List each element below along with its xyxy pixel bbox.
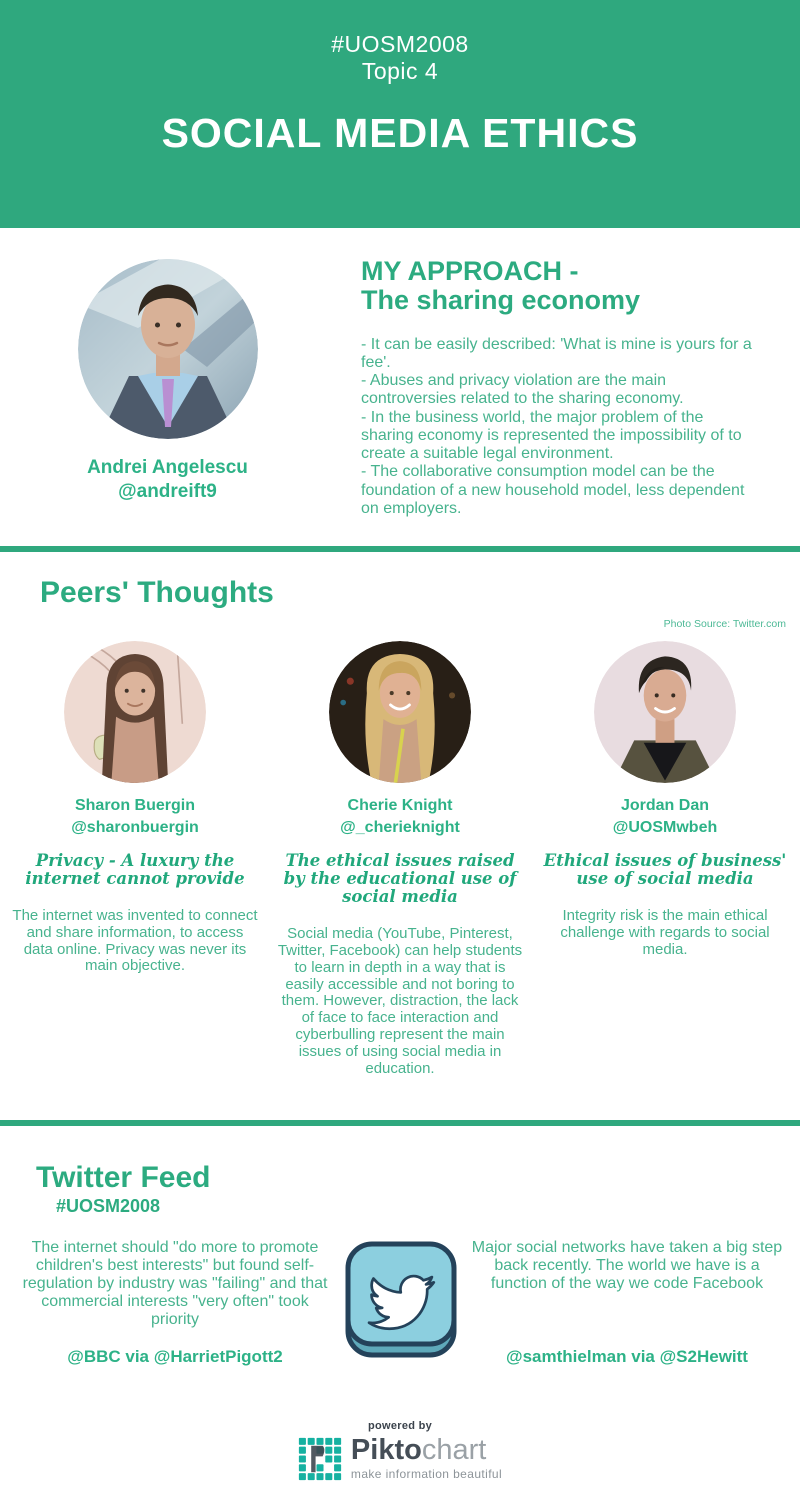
approach-heading-line1: MY APPROACH - — [361, 256, 579, 286]
approach-point: - It can be easily described: 'What is mine is yours for a fee'. — [361, 335, 752, 371]
piktochart-brand — [298, 1436, 502, 1481]
hero-header — [0, 0, 800, 228]
twitter-icon-wrap — [344, 1239, 458, 1364]
photo-source-note: Photo Source: Twitter.com — [663, 618, 786, 630]
footer — [0, 1400, 800, 1490]
approach-section — [0, 228, 800, 546]
peers-heading: Peers' Thoughts — [40, 576, 274, 609]
peer-name: Jordan Dan — [620, 797, 709, 814]
tweet-attribution: @samthielman via @S2Hewitt — [506, 1346, 748, 1366]
twitter-feed-heading: Twitter Feed — [36, 1161, 211, 1194]
tweet-text: Major social networks have taken a big step back recently. The world we have is a function of the way we code Facebook — [471, 1238, 783, 1292]
tweet-row — [0, 1217, 800, 1367]
page-title: SOCIAL MEDIA ETHICS — [161, 110, 639, 157]
piktochart-logo-icon — [298, 1437, 342, 1481]
peer-row — [0, 641, 800, 1077]
twitter-feed-section — [0, 1126, 800, 1400]
peer-handle: @sharonbuergin — [71, 819, 199, 837]
brand-name-bold: Pikto — [350, 1434, 422, 1466]
tweet-text: The internet should "do more to promote children's best interests" but found self-regulation by industry was "failing" and that commercial interests "very often" took priority — [22, 1238, 328, 1329]
peer-handle: @_cherieknight — [340, 819, 460, 837]
peer-photo-cherie — [329, 641, 471, 783]
peer-photo-sharon — [64, 641, 206, 783]
peer-post-title: The ethical issues raised by the educational use of social media — [283, 850, 517, 907]
peer-card-cherie — [277, 641, 524, 1077]
peer-handle: @UOSMwbeh — [612, 819, 718, 837]
peer-post-title: Privacy - A luxury the internet cannot provide — [25, 850, 245, 888]
approach-point: - Abuses and privacy violation are the main controversies related to the sharing economy. — [361, 372, 684, 408]
approach-heading — [361, 257, 752, 315]
tweet-right — [468, 1239, 786, 1367]
approach-point: - In the business world, the major problem of the sharing economy is represented the impossibility of to create a suitable legal environment. — [361, 408, 742, 463]
tweet-attribution: @BBC via @HarrietPigott2 — [67, 1346, 283, 1366]
twitter-feed-hashtag: #UOSM2008 — [56, 1195, 161, 1216]
peer-photo-jordan — [594, 641, 736, 783]
peer-name: Cherie Knight — [347, 797, 453, 814]
peer-card-sharon — [12, 641, 259, 1077]
twitter-bird-icon — [344, 1241, 458, 1359]
peer-card-jordan — [542, 641, 789, 1077]
brand-tagline: make information beautiful — [350, 1467, 503, 1481]
peer-name: Sharon Buergin — [74, 797, 195, 814]
hero-hashtag: #UOSM2008 — [331, 31, 469, 57]
brand-name-light: chart — [421, 1434, 487, 1466]
approach-heading-line2: The sharing economy — [361, 284, 641, 315]
powered-by-label: powered by — [367, 1420, 433, 1432]
brand-text — [351, 1436, 502, 1481]
author-handle: @andreift9 — [118, 480, 217, 502]
author-photo-andrei — [78, 259, 258, 439]
peer-summary: The internet was invented to connect and share information, to access data online. Privacy was never its main objective. — [12, 907, 258, 975]
author-name: Andrei Angelescu — [87, 457, 248, 478]
peers-section — [0, 552, 800, 1120]
tweet-left — [16, 1239, 334, 1367]
peer-summary: Integrity risk is the main ethical challenge with regards to social media. — [560, 907, 770, 958]
peer-post-title: Ethical issues of business' use of social media — [543, 850, 787, 888]
peer-summary: Social media (YouTube, Pinterest, Twitter, Facebook) can help students to learn in depth in a way that is easily accessible and not boring to them. However, distraction, the lack of face to face interaction and cyberbulling represent the main issues of using social media in education. — [277, 925, 523, 1077]
brand-name — [351, 1436, 502, 1465]
author-block — [0, 228, 335, 546]
approach-points — [361, 336, 752, 518]
hero-topic: Topic 4 — [361, 58, 439, 85]
approach-text-block — [335, 228, 800, 546]
approach-point: - The collaborative consumption model can be the foundation of a new household model, less dependent on employers. — [361, 463, 745, 517]
